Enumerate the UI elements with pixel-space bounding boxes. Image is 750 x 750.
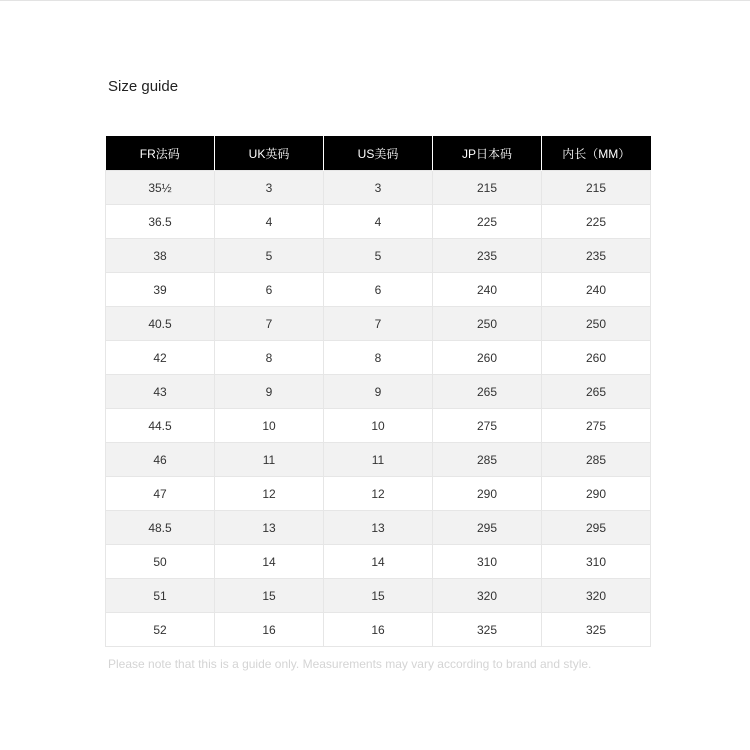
table-row — [106, 239, 651, 273]
cell-us: 15 — [324, 579, 433, 613]
cell-uk: 5 — [215, 239, 324, 273]
cell-us: 7 — [324, 307, 433, 341]
cell-fr: 48.5 — [106, 511, 215, 545]
cell-uk: 12 — [215, 477, 324, 511]
cell-us: 4 — [324, 205, 433, 239]
table-body — [106, 171, 651, 647]
cell-inner-length: 265 — [542, 375, 651, 409]
cell-uk: 11 — [215, 443, 324, 477]
cell-inner-length: 275 — [542, 409, 651, 443]
cell-jp: 275 — [433, 409, 542, 443]
cell-jp: 265 — [433, 375, 542, 409]
cell-fr: 43 — [106, 375, 215, 409]
cell-us: 8 — [324, 341, 433, 375]
cell-uk: 6 — [215, 273, 324, 307]
cell-inner-length: 285 — [542, 443, 651, 477]
cell-fr: 51 — [106, 579, 215, 613]
header-inner-length: 内长（MM） — [542, 136, 651, 171]
header-us: US美码 — [324, 136, 433, 171]
table-row — [106, 375, 651, 409]
cell-inner-length: 250 — [542, 307, 651, 341]
cell-us: 6 — [324, 273, 433, 307]
cell-inner-length: 225 — [542, 205, 651, 239]
disclaimer-note: Please note that this is a guide only. Measurements may vary according to brand and style. — [108, 657, 592, 671]
table-row — [106, 273, 651, 307]
cell-jp: 250 — [433, 307, 542, 341]
cell-us: 14 — [324, 545, 433, 579]
page-title: Size guide — [108, 78, 179, 95]
cell-inner-length: 320 — [542, 579, 651, 613]
cell-inner-length: 215 — [542, 171, 651, 205]
cell-inner-length: 325 — [542, 613, 651, 647]
cell-uk: 15 — [215, 579, 324, 613]
cell-jp: 285 — [433, 443, 542, 477]
cell-inner-length: 240 — [542, 273, 651, 307]
table-row — [106, 341, 651, 375]
cell-jp: 260 — [433, 341, 542, 375]
table-row — [106, 409, 651, 443]
cell-fr: 50 — [106, 545, 215, 579]
cell-uk: 8 — [215, 341, 324, 375]
cell-uk: 10 — [215, 409, 324, 443]
cell-uk: 7 — [215, 307, 324, 341]
cell-fr: 35½ — [106, 171, 215, 205]
size-guide-table — [105, 136, 651, 647]
table-header-row — [106, 136, 651, 171]
table-row — [106, 307, 651, 341]
cell-fr: 47 — [106, 477, 215, 511]
cell-fr: 44.5 — [106, 409, 215, 443]
table-row — [106, 511, 651, 545]
header-uk: UK英码 — [215, 136, 324, 171]
cell-jp: 325 — [433, 613, 542, 647]
table-row — [106, 171, 651, 205]
cell-fr: 46 — [106, 443, 215, 477]
cell-jp: 235 — [433, 239, 542, 273]
cell-us: 13 — [324, 511, 433, 545]
cell-inner-length: 290 — [542, 477, 651, 511]
cell-jp: 320 — [433, 579, 542, 613]
cell-uk: 9 — [215, 375, 324, 409]
table-row — [106, 579, 651, 613]
cell-uk: 13 — [215, 511, 324, 545]
table-row — [106, 205, 651, 239]
cell-us: 3 — [324, 171, 433, 205]
cell-us: 11 — [324, 443, 433, 477]
table-row — [106, 545, 651, 579]
header-fr: FR法码 — [106, 136, 215, 171]
table-row — [106, 613, 651, 647]
cell-jp: 295 — [433, 511, 542, 545]
cell-inner-length: 235 — [542, 239, 651, 273]
cell-us: 5 — [324, 239, 433, 273]
cell-us: 10 — [324, 409, 433, 443]
cell-fr: 42 — [106, 341, 215, 375]
cell-fr: 39 — [106, 273, 215, 307]
cell-us: 16 — [324, 613, 433, 647]
top-divider — [0, 0, 750, 1]
header-jp: JP日本码 — [433, 136, 542, 171]
cell-uk: 16 — [215, 613, 324, 647]
cell-jp: 240 — [433, 273, 542, 307]
cell-uk: 3 — [215, 171, 324, 205]
cell-jp: 290 — [433, 477, 542, 511]
cell-jp: 215 — [433, 171, 542, 205]
cell-uk: 4 — [215, 205, 324, 239]
cell-jp: 310 — [433, 545, 542, 579]
cell-inner-length: 260 — [542, 341, 651, 375]
table-row — [106, 443, 651, 477]
cell-us: 9 — [324, 375, 433, 409]
cell-fr: 52 — [106, 613, 215, 647]
cell-us: 12 — [324, 477, 433, 511]
cell-uk: 14 — [215, 545, 324, 579]
cell-inner-length: 295 — [542, 511, 651, 545]
cell-fr: 38 — [106, 239, 215, 273]
cell-inner-length: 310 — [542, 545, 651, 579]
cell-fr: 36.5 — [106, 205, 215, 239]
cell-fr: 40.5 — [106, 307, 215, 341]
table-row — [106, 477, 651, 511]
cell-jp: 225 — [433, 205, 542, 239]
